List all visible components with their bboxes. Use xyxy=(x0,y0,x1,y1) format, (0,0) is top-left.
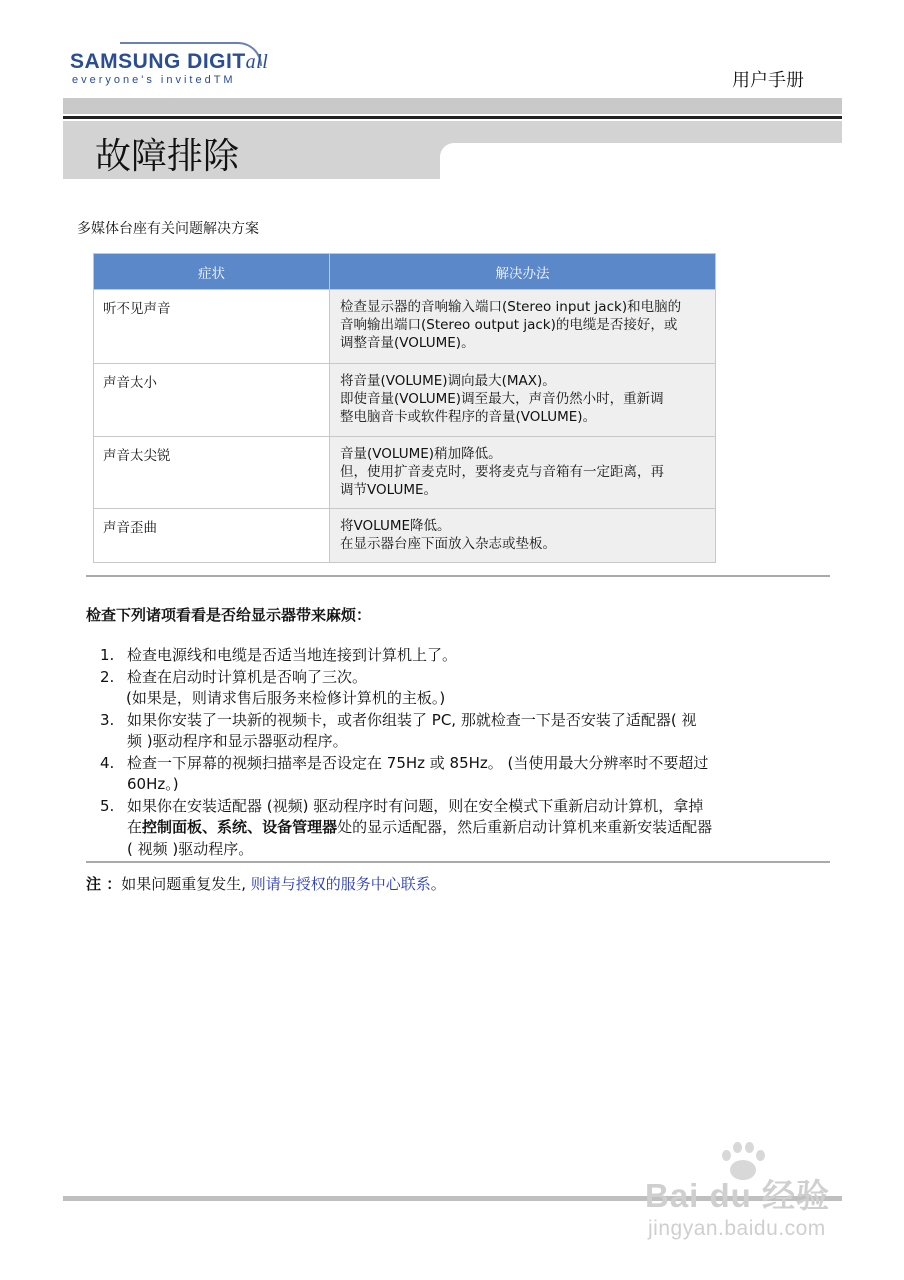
note-text: 如果问题重复发生, xyxy=(121,875,251,893)
list-item xyxy=(100,753,830,796)
table-row xyxy=(94,509,716,563)
table-row xyxy=(94,437,716,509)
list-number: 2. xyxy=(100,667,115,686)
list-text: 检查在启动时计算机是否响了三次。 xyxy=(127,667,368,686)
solution-line: 整电脑音卡或软件程序的音量(VOLUME)。 xyxy=(340,409,597,425)
list-text-part: 处的显示适配器，然后重新启动计算机来重新安装适配器 xyxy=(337,818,713,836)
list-text: 检查电源线和电缆是否适当地连接到计算机上了。 xyxy=(127,646,458,664)
solution-cell xyxy=(330,364,716,437)
solution-line: 调整音量(VOLUME)。 xyxy=(340,335,475,351)
solution-line: 音响输出端口(Stereo output jack)的电缆是否接好，或 xyxy=(340,317,678,333)
solution-line: 将VOLUME降低。 xyxy=(340,518,451,534)
solution-cell xyxy=(330,437,716,509)
symptom-cell: 声音太小 xyxy=(94,364,330,437)
header-band xyxy=(63,98,842,114)
section-divider xyxy=(86,575,830,577)
solution-line: 在显示器台座下面放入杂志或垫板。 xyxy=(340,536,556,552)
logo-brand xyxy=(70,50,268,74)
checklist-heading: 检查下列诸项看看是否给显示器带来麻烦： xyxy=(86,606,372,624)
solution-line: 音量(VOLUME)稍加降低。 xyxy=(340,446,502,462)
list-item xyxy=(100,645,830,667)
solution-line: 调节VOLUME。 xyxy=(340,482,438,498)
header-solution: 解决办法 xyxy=(330,254,716,290)
solution-line: 检查显示器的音响输入端口(Stereo input jack)和电脑的 xyxy=(340,299,682,315)
list-text: 如果你安装了一块新的视频卡，或者你组装了 PC, 那就检查一下是否安装了适配器( 视 xyxy=(127,710,697,729)
title-block-cutout xyxy=(440,143,842,179)
checklist xyxy=(100,645,830,860)
logo-brand-tail: all xyxy=(245,51,269,73)
list-text-part: 在 xyxy=(127,818,143,836)
samsung-logo xyxy=(70,42,270,92)
list-text: 如果你在安装适配器 (视频) 驱动程序时有问题，则在安全模式下重新启动计算机，拿掉 xyxy=(127,796,704,815)
service-center-link[interactable]: 则请与授权的服务中心联系 xyxy=(250,875,431,893)
list-text: ( 视频 )驱动程序。 xyxy=(127,839,254,858)
logo-brand-main: SAMSUNG DIGIT xyxy=(70,50,246,73)
table-header-row xyxy=(94,254,716,290)
list-item xyxy=(100,796,830,861)
header-symptom: 症状 xyxy=(94,254,330,290)
logo-tagline: everyone's invitedTM xyxy=(72,74,236,86)
system-term: 系统 xyxy=(217,818,248,836)
solution-cell xyxy=(330,509,716,563)
term-separator: 、 xyxy=(202,818,218,836)
manual-label: 用户手册 xyxy=(732,70,804,91)
watermark-url: jingyan.baidu.com xyxy=(648,1217,826,1240)
list-number: 4. xyxy=(100,753,115,772)
note-lead: 注 ： xyxy=(86,875,122,893)
watermark-brand: Bai du 经验 xyxy=(645,1177,831,1214)
list-number: 1. xyxy=(100,646,115,664)
header-rule xyxy=(63,116,842,119)
section-subtitle: 多媒体台座有关问题解决方案 xyxy=(77,221,259,237)
symptom-cell: 声音太尖锐 xyxy=(94,437,330,509)
table-row xyxy=(94,364,716,437)
device-manager-term: 设备管理器 xyxy=(262,818,338,836)
section-divider xyxy=(86,861,830,863)
list-text: 检查一下屏幕的视频扫描率是否设定在 75Hz 或 85Hz。 (当使用最大分辨率时不要超过 xyxy=(127,753,709,772)
solution-line: 但，使用扩音麦克时，要将麦克与音箱有一定距离，再 xyxy=(340,464,664,480)
solution-line: 即使音量(VOLUME)调至最大，声音仍然小时，重新调 xyxy=(340,391,664,407)
solution-cell xyxy=(330,290,716,364)
page-title: 故障排除 xyxy=(95,136,240,177)
list-text: 60Hz。) xyxy=(127,775,179,793)
list-number: 5. xyxy=(100,796,115,815)
symptom-cell: 听不见声音 xyxy=(94,290,330,364)
table-row xyxy=(94,290,716,364)
note xyxy=(86,873,446,894)
list-text: 频 )驱动程序和显示器驱动程序。 xyxy=(127,732,348,750)
list-number: 3. xyxy=(100,710,115,729)
list-text xyxy=(127,817,830,839)
term-separator: 、 xyxy=(247,818,263,836)
solution-line: 将音量(VOLUME)调向最大(MAX)。 xyxy=(340,373,556,389)
note-end: 。 xyxy=(430,875,446,893)
control-panel-term: 控制面板 xyxy=(142,818,203,836)
symptom-cell: 声音歪曲 xyxy=(94,509,330,563)
list-text: (如果是，则请求售后服务来检修计算机的主板。) xyxy=(126,689,446,707)
list-item xyxy=(100,710,830,753)
troubleshooting-table xyxy=(93,253,716,563)
list-item xyxy=(100,667,830,710)
